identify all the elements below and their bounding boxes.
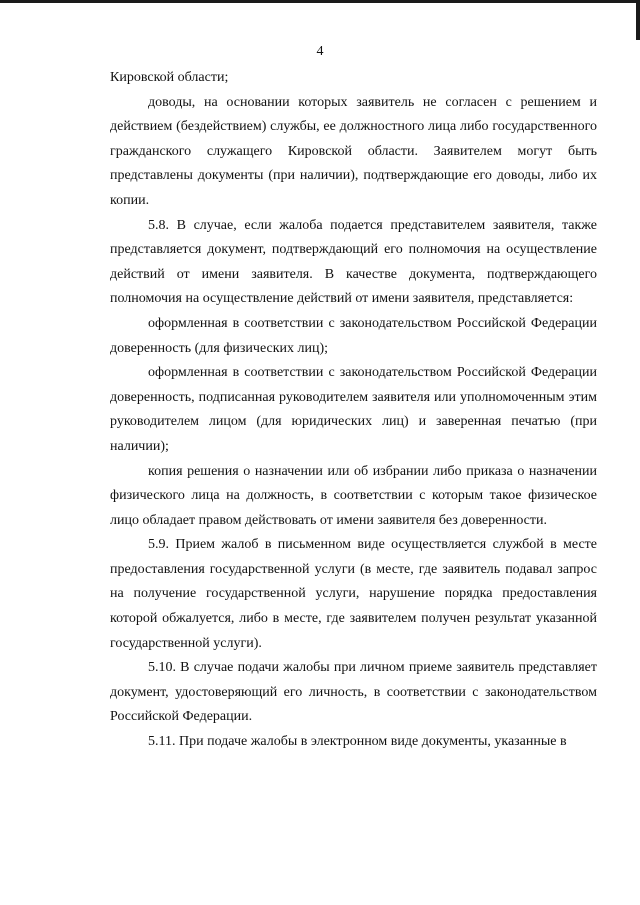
document-body [110,66,597,755]
paragraph-appointment-copy: копия решения о назначении или об избрании либо приказа о назначении физического лица на должность, в соответствии с которым такое физическое лицо обладает правом действовать от имени заявителя без доверенности. [110,463,597,528]
paragraph-5-10: 5.10. В случае подачи жалобы при личном приеме заявитель представляет документ, удостоверяющий его личность, в соответствии с законодательством Российской Федерации. [110,660,597,725]
paragraph-continuation: Кировской области; [110,70,229,85]
paragraph-5-11: 5.11. При подаче жалобы в электронном виде документы, указанные в [148,734,567,750]
paragraph-5-9: 5.9. Прием жалоб в письменном виде осуществляется службой в месте предоставления государственной услуги (в месте, где заявитель подавал запрос на получение государственной услуги, нарушение порядка предоставления которой обжалуется, либо в месте, где заявителем получен результат указанной государственной услуги). [110,537,597,651]
paragraph-power-of-attorney-legal-entities: оформленная в соответствии с законодательством Российской Федерации доверенность, подписанная руководителем заявителя или уполномоченным этим руководителем лицом (для юридических лиц) и заверенная печатью (при наличии); [110,365,597,454]
page-number: 4 [316,44,324,59]
paragraph-5-8: 5.8. В случае, если жалоба подается представителем заявителя, также представляется документ, подтверждающий его полномочия на осуществление действий от имени заявителя. В качестве документа, подтверждающего полномочия на осуществление действий от имени заявителя, представляется: [110,217,597,307]
paragraph-power-of-attorney-individuals: оформленная в соответствии с законодательством Российской Федерации доверенность (для физических лиц); [110,315,597,356]
paragraph-arguments: доводы, на основании которых заявитель не согласен с решением и действием (бездействием) службы, ее должностного лица либо государственного гражданского служащего Кировской области. Заявителем могут быть представлены документы (при наличии), подтверждающие его доводы, либо их копии. [110,94,597,208]
scan-edge-top [0,0,640,3]
scan-edge-right [636,0,640,40]
